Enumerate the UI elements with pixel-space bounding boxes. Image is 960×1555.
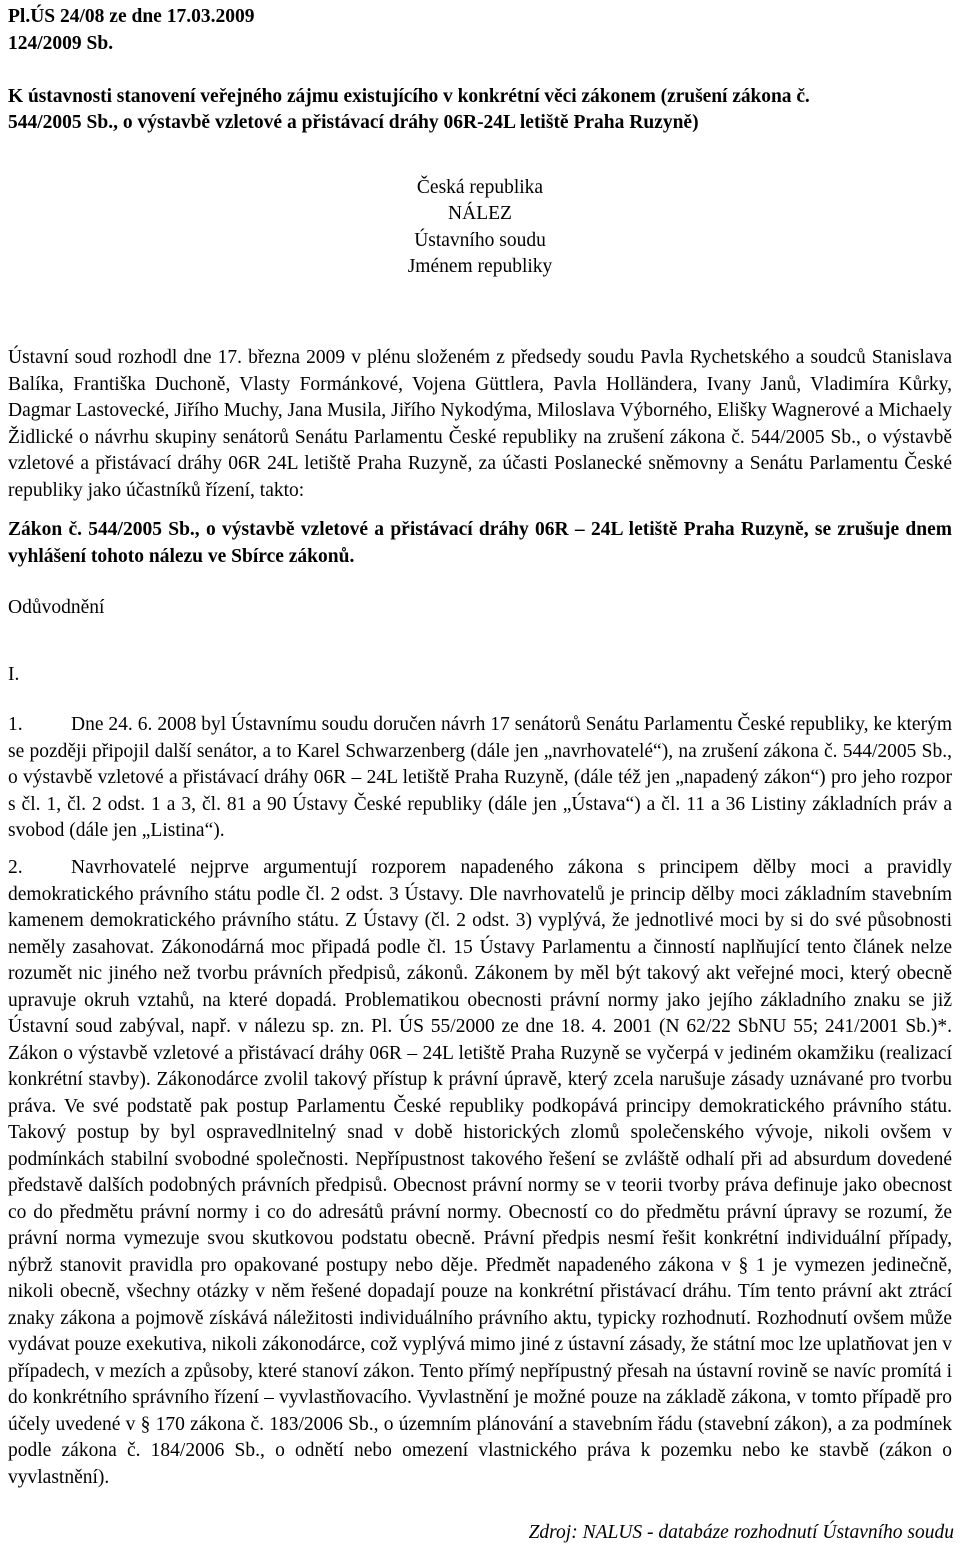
heading-in-name: Jménem republiky xyxy=(407,256,553,277)
heading-type: NÁLEZ xyxy=(448,203,512,224)
paragraph-2 xyxy=(8,855,952,1491)
paragraph-text: Dne 24. 6. 2008 byl Ústavnímu soudu doručen návrh 17 senátorů Senátu Parlamentu České republiky, ke kterým se později připojil další senátor, a to Karel Schwarzenberg (dále jen „navrhovatelé“), na zrušení zákona č. 544/2005 Sb., o výstavbě vzletové a přistávací dráhy 06R – 24L letiště Praha Ruzyně, (dále též jen „napadený zákon“) pro jeho rozpor s čl. 1, čl. 2 odst. 1 a 3, čl. 81 a 90 Ústavy České republiky (dále jen „Ústava“) a čl. 11 a 36 Listiny základních práv a svobod (dále jen „Listina“). xyxy=(8,714,952,841)
paragraph-number: 2. xyxy=(8,857,23,878)
paragraph-text: Navrhovatelé nejprve argumentují rozporem napadeného zákona s principem dělby moci a pravidly demokratického právního státu podle čl. 2 odst. 3 Ústavy. Dle navrhovatelů je princip dělby moci základním stavebním kamenem demokratického právního státu. Z Ústavy (čl. 2 odst. 3) vyplývá, že jednotlivé moci by si do své působnosti neměly zasahovat. Zákonodárná moc připadá podle čl. 15 Ústavy Parlamentu a činností naplňující tento článek nelze rozumět nic jiného než tvorbu právních předpisů, zákonů. Zákonem by měl být takový akt veřejné moci, který obecně upravuje okruh vztahů, na které dopadá. Problematikou obecnosti právní normy jako jejího základního znaku se již Ústavní soud zabýval, např. v nálezu sp. zn. Pl. ÚS 55/2000 ze dne 18. 4. 2001 (N 62/22 SbNU 55; 241/2001 Sb.)*. Zákon o výstavbě vzletové a přistávací dráhy 06R – 24L letiště Praha Ruzyně se vyčerpá v jediném okamžiku (realizací konkrétní stavby). Zákonodárce zvolil takový přístup k právní úpravě, který zcela narušuje zásady uznávané pro tvorbu práva. Ve své podstatě pak postup Parlamentu České republiky podkopává principy demokratického právního státu. Takový postup by byl ospravedlnitelný snad v době historických zlomů společenského vývoje, nikoli ovšem v podmínkách stabilní svobodné společnosti. Nepřípustnost takového řešení se zvláště odhalí při ad absurdum dovedené představě dalších podobných právních předpisů. Obecnost právní normy se v teorii tvorby práva definuje jako obecnost co do předmětu právní normy i co do adresátů právní normy. Obecností co do předmětu právní úpravy se rozumí, že právní norma vymezuje svou skutkovou podstatu obecně. Právní předpis nesmí řešit konkrétní individuální případy, nýbrž stanovit pravidla pro opakované postupy nebo děje. Předmět napadeného zákona v § 1 je vymezen jedinečně, nikoli obecně, všechny otázky v něm řešené dopadají pouze na konkrétní přistávací dráhu. Tím tento právní akt ztrácí znaky zákona a pojmově získává náležitosti individuálního právního aktu, typicky rozhodnutí. Rozhodnutí ovšem může vydávat pouze exekutiva, nikoli zákonodárce, což vyplývá mimo jiné z ústavní zásady, že státní moc lze uplatňovat jen v případech, v mezích a způsoby, které stanoví zákon. Tento přímý nepřípustný přesah na ústavní rovině se navíc promítá i do konkrétního správního řízení – vyvlastňovacího. Vyvlastnění je možné pouze na základě zákona, v tomto případě pro účely uvedené v § 170 zákona č. 183/2006 Sb., o územním plánování a stavebním řádu (stavební zákon), a za podmínek podle zákona č. 184/2006 Sb., o odnětí nebo omezení vlastnického práva k pozemku nebo ke stavbě (zákon o vyvlastnění). xyxy=(8,857,952,1488)
source-footer: Zdroj: NALUS - databáze rozhodnutí Ústavního soudu xyxy=(528,1522,954,1543)
title-line-2: 544/2005 Sb., o výstavbě vzletové a přistávací dráhy 06R-24L letiště Praha Ruzyně) xyxy=(8,112,699,133)
heading-court: Ústavního soudu xyxy=(414,230,546,251)
heading-country: Česká republika xyxy=(416,177,544,198)
verdict: Zákon č. 544/2005 Sb., o výstavbě vzletové a přistávací dráhy 06R – 24L letiště Praha Ruzyně, se zrušuje dnem vyhlášení tohoto nálezu ve Sbírce zákonů. xyxy=(8,519,952,567)
section-heading: I. xyxy=(8,664,20,685)
paragraph-1 xyxy=(8,712,952,845)
paragraph-number: 1. xyxy=(8,714,23,735)
reasoning-heading: Odůvodnění xyxy=(8,597,105,618)
title-line-1: K ústavnosti stanovení veřejného zájmu existujícího v konkrétní věci zákonem (zrušení zákona č. xyxy=(8,86,810,107)
collection-number: 124/2009 Sb. xyxy=(8,33,114,54)
decision-reference: Pl.ÚS 24/08 ze dne 17.03.2009 xyxy=(8,6,255,27)
intro-paragraph: Ústavní soud rozhodl dne 17. března 2009 v plénu složeném z předsedy soudu Pavla Rychetského a soudců Stanislava Balíka, Františka Duchoně, Vlasty Formánkové, Vojena Güttlera, Pavla Holländera, Ivany Janů, Vladimíra Kůrky, Dagmar Lastovecké, Jiřího Muchy, Jana Musila, Jiřího Nykodýma, Miloslava Výborného, Elišky Wagnerové a Michaely Židlické o návrhu skupiny senátorů Senátu Parlamentu České republiky na zrušení zákona č. 544/2005 Sb., o výstavbě vzletové a přistávací dráhy 06R 24L letiště Praha Ruzyně, za účasti Poslanecké sněmovny a Senátu Parlamentu České republiky jako účastníků řízení, takto: xyxy=(8,347,952,501)
